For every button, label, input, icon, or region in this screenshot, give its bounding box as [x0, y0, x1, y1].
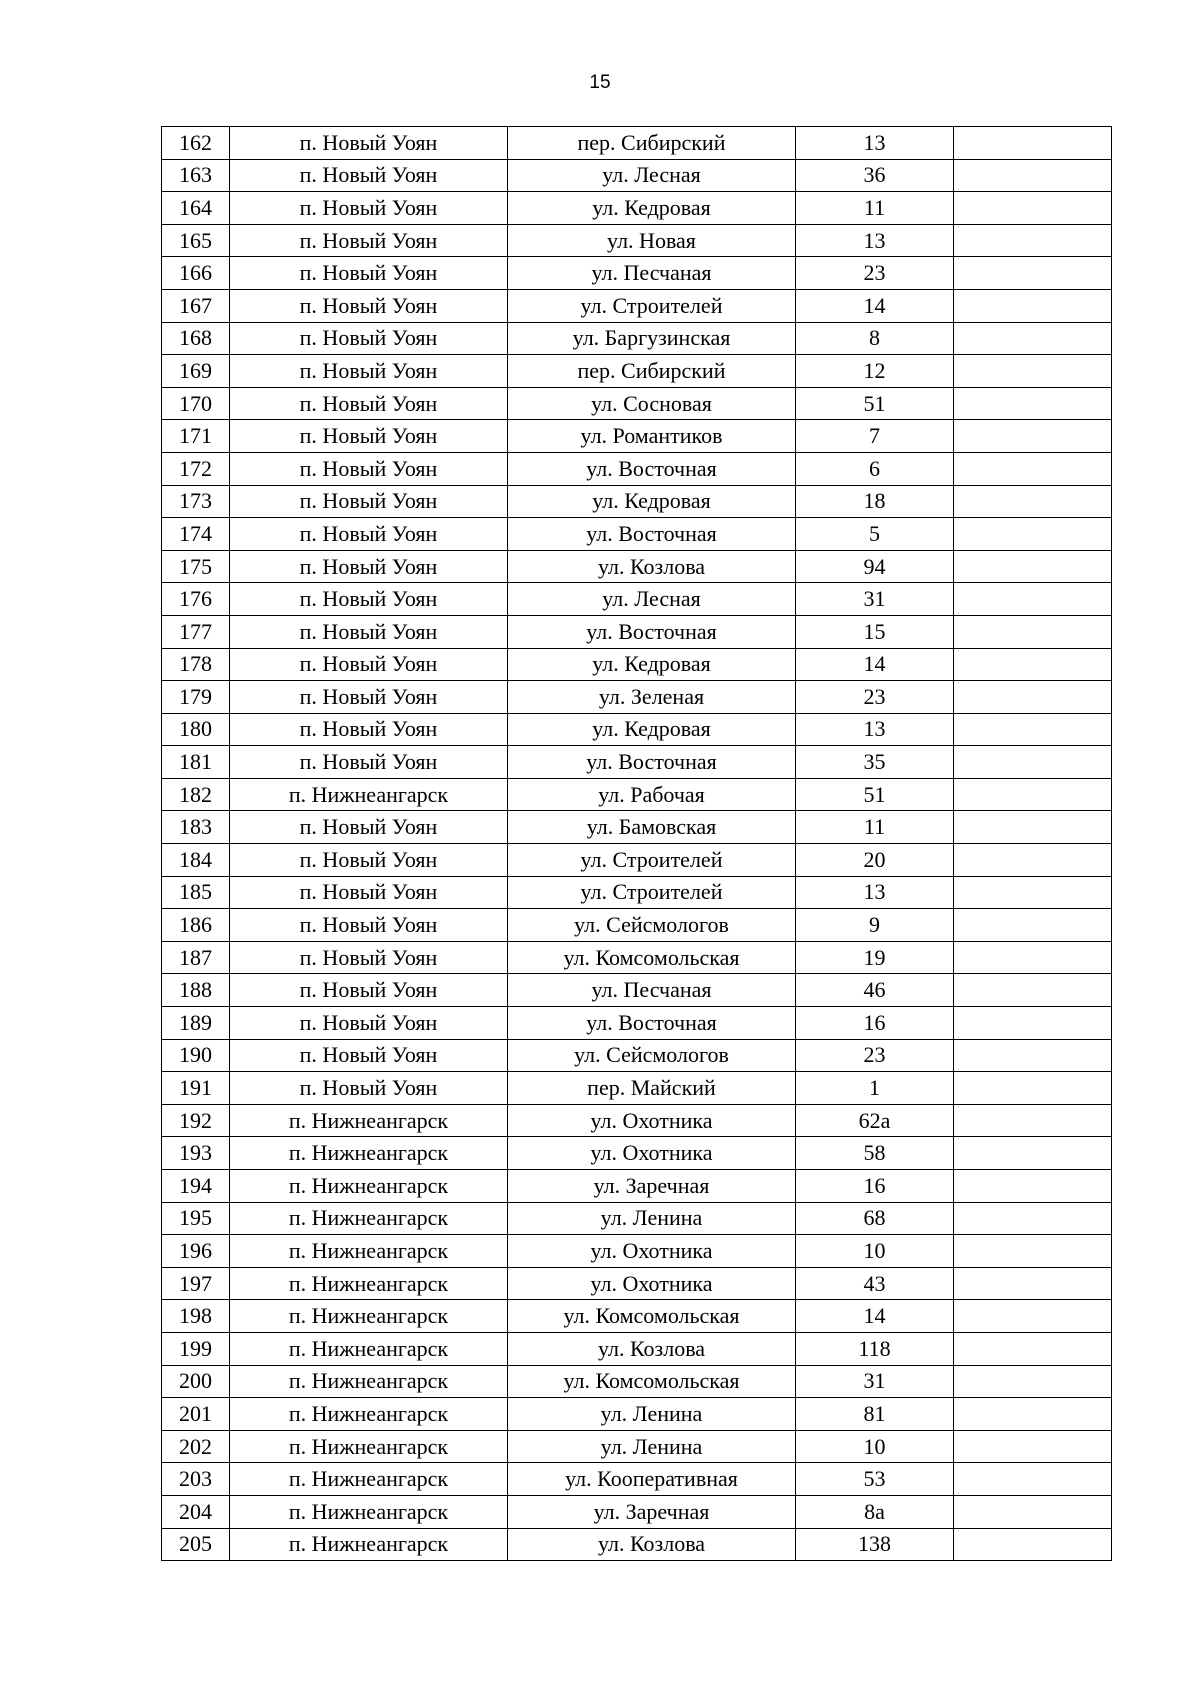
house-number-cell: 46	[796, 974, 954, 1007]
table-row	[162, 452, 1112, 485]
house-number-cell: 11	[796, 192, 954, 225]
table-row	[162, 257, 1112, 290]
street-cell: ул. Охотника	[508, 1267, 796, 1300]
extra-cell	[954, 1463, 1112, 1496]
table-row	[162, 289, 1112, 322]
extra-cell	[954, 127, 1112, 160]
table-row	[162, 713, 1112, 746]
house-number-cell: 14	[796, 1300, 954, 1333]
extra-cell	[954, 681, 1112, 714]
house-number-cell: 19	[796, 941, 954, 974]
row-number-cell: 205	[162, 1528, 230, 1561]
table-row	[162, 648, 1112, 681]
extra-cell	[954, 1267, 1112, 1300]
settlement-cell: п. Новый Уоян	[230, 355, 508, 388]
table-row	[162, 1365, 1112, 1398]
address-table	[161, 126, 1112, 1561]
settlement-cell: п. Новый Уоян	[230, 452, 508, 485]
settlement-cell: п. Нижнеангарск	[230, 1528, 508, 1561]
row-number-cell: 165	[162, 224, 230, 257]
street-cell: ул. Ленина	[508, 1202, 796, 1235]
street-cell: пер. Майский	[508, 1072, 796, 1105]
settlement-cell: п. Новый Уоян	[230, 485, 508, 518]
street-cell: ул. Восточная	[508, 518, 796, 551]
row-number-cell: 164	[162, 192, 230, 225]
settlement-cell: п. Новый Уоян	[230, 1039, 508, 1072]
extra-cell	[954, 1007, 1112, 1040]
row-number-cell: 185	[162, 876, 230, 909]
row-number-cell: 193	[162, 1137, 230, 1170]
row-number-cell: 188	[162, 974, 230, 1007]
table-row	[162, 681, 1112, 714]
house-number-cell: 31	[796, 1365, 954, 1398]
table-row	[162, 420, 1112, 453]
row-number-cell: 177	[162, 615, 230, 648]
table-row	[162, 1104, 1112, 1137]
table-row	[162, 1137, 1112, 1170]
street-cell: ул. Рабочая	[508, 778, 796, 811]
row-number-cell: 183	[162, 811, 230, 844]
extra-cell	[954, 257, 1112, 290]
street-cell: пер. Сибирский	[508, 127, 796, 160]
house-number-cell: 18	[796, 485, 954, 518]
street-cell: ул. Кооперативная	[508, 1463, 796, 1496]
extra-cell	[954, 1398, 1112, 1431]
row-number-cell: 190	[162, 1039, 230, 1072]
row-number-cell: 184	[162, 844, 230, 877]
street-cell: ул. Козлова	[508, 1332, 796, 1365]
settlement-cell: п. Нижнеангарск	[230, 1104, 508, 1137]
street-cell: ул. Ленина	[508, 1430, 796, 1463]
street-cell: ул. Сейсмологов	[508, 1039, 796, 1072]
table-row	[162, 1072, 1112, 1105]
extra-cell	[954, 615, 1112, 648]
street-cell: ул. Зеленая	[508, 681, 796, 714]
extra-cell	[954, 713, 1112, 746]
settlement-cell: п. Новый Уоян	[230, 681, 508, 714]
row-number-cell: 171	[162, 420, 230, 453]
settlement-cell: п. Новый Уоян	[230, 746, 508, 779]
settlement-cell: п. Новый Уоян	[230, 192, 508, 225]
row-number-cell: 181	[162, 746, 230, 779]
table-row	[162, 811, 1112, 844]
table-row	[162, 1039, 1112, 1072]
extra-cell	[954, 1137, 1112, 1170]
row-number-cell: 182	[162, 778, 230, 811]
house-number-cell: 23	[796, 1039, 954, 1072]
house-number-cell: 35	[796, 746, 954, 779]
table-row	[162, 1332, 1112, 1365]
extra-cell	[954, 583, 1112, 616]
house-number-cell: 53	[796, 1463, 954, 1496]
table-row	[162, 778, 1112, 811]
table-row	[162, 615, 1112, 648]
extra-cell	[954, 909, 1112, 942]
settlement-cell: п. Новый Уоян	[230, 224, 508, 257]
street-cell: ул. Сосновая	[508, 387, 796, 420]
extra-cell	[954, 452, 1112, 485]
house-number-cell: 16	[796, 1170, 954, 1203]
row-number-cell: 179	[162, 681, 230, 714]
house-number-cell: 8а	[796, 1495, 954, 1528]
street-cell: ул. Сейсмологов	[508, 909, 796, 942]
row-number-cell: 204	[162, 1495, 230, 1528]
table-row	[162, 1495, 1112, 1528]
extra-cell	[954, 1300, 1112, 1333]
row-number-cell: 168	[162, 322, 230, 355]
row-number-cell: 202	[162, 1430, 230, 1463]
extra-cell	[954, 550, 1112, 583]
page-number: 15	[589, 72, 611, 93]
settlement-cell: п. Новый Уоян	[230, 648, 508, 681]
street-cell: ул. Заречная	[508, 1170, 796, 1203]
house-number-cell: 58	[796, 1137, 954, 1170]
street-cell: ул. Кедровая	[508, 713, 796, 746]
house-number-cell: 13	[796, 713, 954, 746]
table-row	[162, 224, 1112, 257]
street-cell: ул. Песчаная	[508, 974, 796, 1007]
extra-cell	[954, 1332, 1112, 1365]
extra-cell	[954, 485, 1112, 518]
settlement-cell: п. Новый Уоян	[230, 583, 508, 616]
row-number-cell: 172	[162, 452, 230, 485]
extra-cell	[954, 941, 1112, 974]
extra-cell	[954, 778, 1112, 811]
extra-cell	[954, 518, 1112, 551]
house-number-cell: 12	[796, 355, 954, 388]
house-number-cell: 6	[796, 452, 954, 485]
street-cell: ул. Восточная	[508, 746, 796, 779]
house-number-cell: 36	[796, 159, 954, 192]
house-number-cell: 8	[796, 322, 954, 355]
table-row	[162, 127, 1112, 160]
house-number-cell: 13	[796, 224, 954, 257]
extra-cell	[954, 1235, 1112, 1268]
street-cell: ул. Восточная	[508, 1007, 796, 1040]
extra-cell	[954, 1365, 1112, 1398]
settlement-cell: п. Нижнеангарск	[230, 778, 508, 811]
row-number-cell: 196	[162, 1235, 230, 1268]
table-row	[162, 876, 1112, 909]
settlement-cell: п. Нижнеангарск	[230, 1170, 508, 1203]
settlement-cell: п. Новый Уоян	[230, 257, 508, 290]
row-number-cell: 162	[162, 127, 230, 160]
settlement-cell: п. Нижнеангарск	[230, 1430, 508, 1463]
table-row	[162, 485, 1112, 518]
extra-cell	[954, 1495, 1112, 1528]
table-row	[162, 909, 1112, 942]
row-number-cell: 200	[162, 1365, 230, 1398]
table-row	[162, 1528, 1112, 1561]
settlement-cell: п. Новый Уоян	[230, 420, 508, 453]
row-number-cell: 195	[162, 1202, 230, 1235]
house-number-cell: 14	[796, 648, 954, 681]
extra-cell	[954, 876, 1112, 909]
extra-cell	[954, 387, 1112, 420]
extra-cell	[954, 322, 1112, 355]
row-number-cell: 167	[162, 289, 230, 322]
house-number-cell: 51	[796, 387, 954, 420]
house-number-cell: 68	[796, 1202, 954, 1235]
row-number-cell: 178	[162, 648, 230, 681]
street-cell: ул. Романтиков	[508, 420, 796, 453]
row-number-cell: 163	[162, 159, 230, 192]
settlement-cell: п. Новый Уоян	[230, 615, 508, 648]
settlement-cell: п. Новый Уоян	[230, 941, 508, 974]
house-number-cell: 31	[796, 583, 954, 616]
settlement-cell: п. Новый Уоян	[230, 127, 508, 160]
row-number-cell: 169	[162, 355, 230, 388]
settlement-cell: п. Новый Уоян	[230, 550, 508, 583]
row-number-cell: 173	[162, 485, 230, 518]
table-row	[162, 844, 1112, 877]
row-number-cell: 203	[162, 1463, 230, 1496]
street-cell: ул. Новая	[508, 224, 796, 257]
street-cell: пер. Сибирский	[508, 355, 796, 388]
settlement-cell: п. Новый Уоян	[230, 974, 508, 1007]
settlement-cell: п. Новый Уоян	[230, 844, 508, 877]
house-number-cell: 11	[796, 811, 954, 844]
settlement-cell: п. Новый Уоян	[230, 289, 508, 322]
table-row	[162, 1170, 1112, 1203]
settlement-cell: п. Нижнеангарск	[230, 1267, 508, 1300]
settlement-cell: п. Новый Уоян	[230, 1072, 508, 1105]
extra-cell	[954, 1430, 1112, 1463]
house-number-cell: 81	[796, 1398, 954, 1431]
table-row	[162, 1300, 1112, 1333]
extra-cell	[954, 224, 1112, 257]
table-row	[162, 192, 1112, 225]
street-cell: ул. Восточная	[508, 615, 796, 648]
address-table-body	[162, 127, 1112, 1561]
street-cell: ул. Восточная	[508, 452, 796, 485]
extra-cell	[954, 355, 1112, 388]
house-number-cell: 23	[796, 257, 954, 290]
street-cell: ул. Комсомольская	[508, 1365, 796, 1398]
settlement-cell: п. Нижнеангарск	[230, 1202, 508, 1235]
extra-cell	[954, 1104, 1112, 1137]
table-row	[162, 387, 1112, 420]
row-number-cell: 198	[162, 1300, 230, 1333]
street-cell: ул. Козлова	[508, 1528, 796, 1561]
extra-cell	[954, 1039, 1112, 1072]
street-cell: ул. Охотника	[508, 1104, 796, 1137]
table-row	[162, 1235, 1112, 1268]
street-cell: ул. Охотника	[508, 1235, 796, 1268]
house-number-cell: 14	[796, 289, 954, 322]
house-number-cell: 13	[796, 127, 954, 160]
table-row	[162, 941, 1112, 974]
house-number-cell: 20	[796, 844, 954, 877]
row-number-cell: 201	[162, 1398, 230, 1431]
table-row	[162, 1398, 1112, 1431]
settlement-cell: п. Нижнеангарск	[230, 1235, 508, 1268]
table-row	[162, 1430, 1112, 1463]
table-row	[162, 746, 1112, 779]
street-cell: ул. Строителей	[508, 844, 796, 877]
street-cell: ул. Ленина	[508, 1398, 796, 1431]
house-number-cell: 1	[796, 1072, 954, 1105]
table-row	[162, 1007, 1112, 1040]
table-row	[162, 1202, 1112, 1235]
extra-cell	[954, 746, 1112, 779]
street-cell: ул. Строителей	[508, 289, 796, 322]
table-row	[162, 355, 1112, 388]
street-cell: ул. Охотника	[508, 1137, 796, 1170]
extra-cell	[954, 1202, 1112, 1235]
settlement-cell: п. Нижнеангарск	[230, 1463, 508, 1496]
settlement-cell: п. Новый Уоян	[230, 387, 508, 420]
row-number-cell: 175	[162, 550, 230, 583]
settlement-cell: п. Новый Уоян	[230, 322, 508, 355]
settlement-cell: п. Новый Уоян	[230, 1007, 508, 1040]
row-number-cell: 187	[162, 941, 230, 974]
settlement-cell: п. Новый Уоян	[230, 159, 508, 192]
house-number-cell: 94	[796, 550, 954, 583]
street-cell: ул. Кедровая	[508, 648, 796, 681]
house-number-cell: 10	[796, 1235, 954, 1268]
extra-cell	[954, 811, 1112, 844]
house-number-cell: 62а	[796, 1104, 954, 1137]
extra-cell	[954, 1072, 1112, 1105]
street-cell: ул. Заречная	[508, 1495, 796, 1528]
row-number-cell: 191	[162, 1072, 230, 1105]
settlement-cell: п. Нижнеангарск	[230, 1300, 508, 1333]
settlement-cell: п. Новый Уоян	[230, 518, 508, 551]
settlement-cell: п. Новый Уоян	[230, 811, 508, 844]
settlement-cell: п. Нижнеангарск	[230, 1398, 508, 1431]
extra-cell	[954, 192, 1112, 225]
table-row	[162, 1463, 1112, 1496]
house-number-cell: 23	[796, 681, 954, 714]
house-number-cell: 16	[796, 1007, 954, 1040]
street-cell: ул. Бамовская	[508, 811, 796, 844]
table-row	[162, 974, 1112, 1007]
row-number-cell: 174	[162, 518, 230, 551]
extra-cell	[954, 159, 1112, 192]
house-number-cell: 51	[796, 778, 954, 811]
extra-cell	[954, 420, 1112, 453]
street-cell: ул. Лесная	[508, 583, 796, 616]
extra-cell	[954, 648, 1112, 681]
house-number-cell: 10	[796, 1430, 954, 1463]
row-number-cell: 176	[162, 583, 230, 616]
row-number-cell: 194	[162, 1170, 230, 1203]
row-number-cell: 166	[162, 257, 230, 290]
settlement-cell: п. Новый Уоян	[230, 876, 508, 909]
street-cell: ул. Песчаная	[508, 257, 796, 290]
table-row	[162, 583, 1112, 616]
house-number-cell: 13	[796, 876, 954, 909]
extra-cell	[954, 289, 1112, 322]
house-number-cell: 7	[796, 420, 954, 453]
settlement-cell: п. Нижнеангарск	[230, 1495, 508, 1528]
settlement-cell: п. Нижнеангарск	[230, 1332, 508, 1365]
street-cell: ул. Комсомольская	[508, 1300, 796, 1333]
row-number-cell: 170	[162, 387, 230, 420]
row-number-cell: 199	[162, 1332, 230, 1365]
street-cell: ул. Кедровая	[508, 485, 796, 518]
settlement-cell: п. Нижнеангарск	[230, 1365, 508, 1398]
street-cell: ул. Кедровая	[508, 192, 796, 225]
street-cell: ул. Лесная	[508, 159, 796, 192]
house-number-cell: 43	[796, 1267, 954, 1300]
house-number-cell: 9	[796, 909, 954, 942]
extra-cell	[954, 1170, 1112, 1203]
row-number-cell: 197	[162, 1267, 230, 1300]
house-number-cell: 15	[796, 615, 954, 648]
extra-cell	[954, 1528, 1112, 1561]
row-number-cell: 186	[162, 909, 230, 942]
table-row	[162, 518, 1112, 551]
extra-cell	[954, 974, 1112, 1007]
table-row	[162, 550, 1112, 583]
street-cell: ул. Комсомольская	[508, 941, 796, 974]
street-cell: ул. Козлова	[508, 550, 796, 583]
street-cell: ул. Строителей	[508, 876, 796, 909]
table-row	[162, 159, 1112, 192]
row-number-cell: 180	[162, 713, 230, 746]
house-number-cell: 118	[796, 1332, 954, 1365]
row-number-cell: 189	[162, 1007, 230, 1040]
settlement-cell: п. Новый Уоян	[230, 713, 508, 746]
house-number-cell: 138	[796, 1528, 954, 1561]
settlement-cell: п. Новый Уоян	[230, 909, 508, 942]
row-number-cell: 192	[162, 1104, 230, 1137]
table-row	[162, 322, 1112, 355]
settlement-cell: п. Нижнеангарск	[230, 1137, 508, 1170]
table-row	[162, 1267, 1112, 1300]
house-number-cell: 5	[796, 518, 954, 551]
street-cell: ул. Баргузинская	[508, 322, 796, 355]
extra-cell	[954, 844, 1112, 877]
